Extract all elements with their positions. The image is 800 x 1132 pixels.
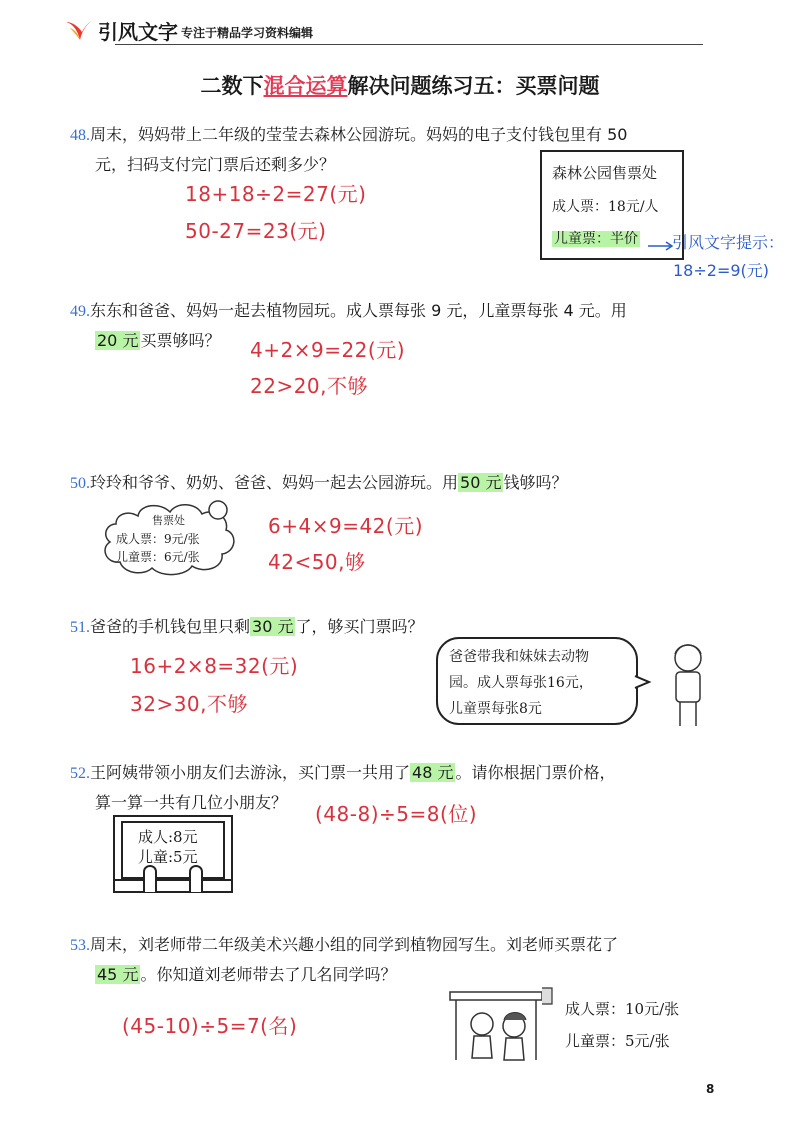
q51-highlight: 30 元: [252, 617, 294, 636]
q53-highlight: 45 元: [97, 965, 139, 984]
q51-bubble-line1: 爸爸带我和妹妹去动物: [449, 649, 589, 665]
q48-hint: 引风文字提示：: [672, 233, 785, 252]
q53-answer1: (45-10)÷5=7(名): [122, 1014, 298, 1038]
q50-answer1: 6+4×9=42(元): [268, 514, 424, 538]
q51-bubble-line3: 儿童票每张8元: [449, 701, 542, 717]
q48-line2: 元，扫码支付完门票后还剩多少？: [95, 155, 336, 174]
header-logo: [64, 14, 98, 44]
q53-price-adult: 成人票：10元/张: [565, 1000, 680, 1018]
q51-answer1: 16+2×8=32(元): [130, 654, 299, 678]
q52-text2: 。请你根据门票价格，: [455, 763, 616, 782]
q48-answer2: 50-27=23(元): [185, 219, 327, 243]
q49-answer2: 22>20,不够: [250, 374, 369, 398]
q52-line2: 算一算一共有几位小朋友？: [95, 793, 288, 812]
q53-text2: 。你知道刘老师带去了几名同学吗？: [140, 965, 397, 984]
q53-number: 53.: [70, 937, 90, 954]
title-pre: 二数下: [200, 74, 264, 98]
q52-answer1: (48-8)÷5=8(位): [315, 802, 478, 826]
q52-price-board: [112, 814, 234, 894]
q50-cloud-child: 儿童票：6元/张: [116, 550, 200, 564]
q51-text1: 爸爸的手机钱包里只剩: [90, 617, 251, 636]
bird-logo-icon: [64, 14, 98, 44]
boy-icon: [665, 640, 711, 730]
q48-hint-arrow: [648, 236, 674, 246]
q49-highlight: 20 元: [97, 331, 139, 350]
q53-line2: [95, 962, 396, 988]
q51-text2: 了，够买门票吗？: [295, 617, 424, 636]
q52-highlight: 48 元: [412, 763, 454, 782]
q53-illustration: [446, 980, 556, 1066]
q48-number: 48.: [70, 127, 90, 144]
q51-bubble-line2: 园。成人票每张16元，: [449, 675, 593, 691]
q52-line1: [70, 760, 615, 787]
q52-board-child: 儿童:5元: [138, 848, 198, 866]
q49-line1: [70, 298, 627, 325]
q50-cloud-adult: 成人票：9元/张: [116, 532, 200, 546]
q53-price-child: 儿童票：5元/张: [565, 1032, 670, 1050]
children-at-gate-icon: [446, 980, 556, 1066]
q48-line1: [70, 122, 627, 149]
q48-box-title: 森林公园售票处: [552, 164, 658, 182]
header-divider: [115, 44, 703, 45]
q48-text1: 周末，妈妈带上二年级的莹莹去森林公园游玩。妈妈的电子支付钱包里有 50: [90, 125, 628, 144]
q51-child-figure: [665, 640, 711, 730]
title-post: 解决问题练习五：买票问题: [347, 74, 600, 98]
q52-text1: 王阿姨带领小朋友们去游泳，买门票一共用了: [90, 763, 411, 782]
q51-line1: [70, 614, 423, 641]
q51-answer2: 32>30,不够: [130, 692, 249, 716]
q50-line1: [70, 470, 567, 497]
header-slogan: 专注于精品学习资料编辑: [181, 26, 314, 40]
q49-text2: 买票够吗？: [140, 331, 221, 350]
q50-answer2: 42<50,够: [268, 550, 366, 574]
q50-cloud: [96, 494, 246, 580]
q53-text1: 周末，刘老师带二年级美术兴趣小组的同学到植物园写生。刘老师买票花了: [90, 935, 619, 954]
q49-line2: [95, 328, 220, 354]
q49-number: 49.: [70, 303, 90, 320]
q50-text1: 玲玲和爷爷、奶奶、爸爸、妈妈一起去公园游玩。用: [90, 473, 459, 492]
q51-number: 51.: [70, 619, 90, 636]
q48-hint-calc: 18÷2=9(元): [673, 261, 770, 280]
q48-box-adult: 成人票：18元/人: [552, 199, 659, 215]
page-number: 8: [706, 1082, 715, 1096]
header-logo-text: 引风文字: [98, 20, 178, 44]
q50-cloud-title: 售票处: [152, 514, 185, 527]
q52-board-adult: 成人:8元: [138, 828, 198, 846]
q49-text1: 东东和爸爸、妈妈一起去植物园玩。成人票每张 9 元，儿童票每张 4 元。用: [90, 301, 627, 320]
q50-highlight: 50 元: [460, 473, 502, 492]
q51-speech-bubble: [435, 636, 655, 726]
q48-answer1: 18+18÷2=27(元): [185, 182, 367, 206]
q50-text2: 钱够吗？: [503, 473, 568, 492]
title-highlight: 混合运算: [263, 74, 348, 98]
q48-box-child: 儿童票：半价: [554, 231, 638, 247]
q53-line1: [70, 932, 618, 959]
q49-answer1: 4+2×9=22(元): [250, 338, 406, 362]
q52-number: 52.: [70, 765, 90, 782]
page-title: [0, 70, 800, 100]
q50-number: 50.: [70, 475, 90, 492]
